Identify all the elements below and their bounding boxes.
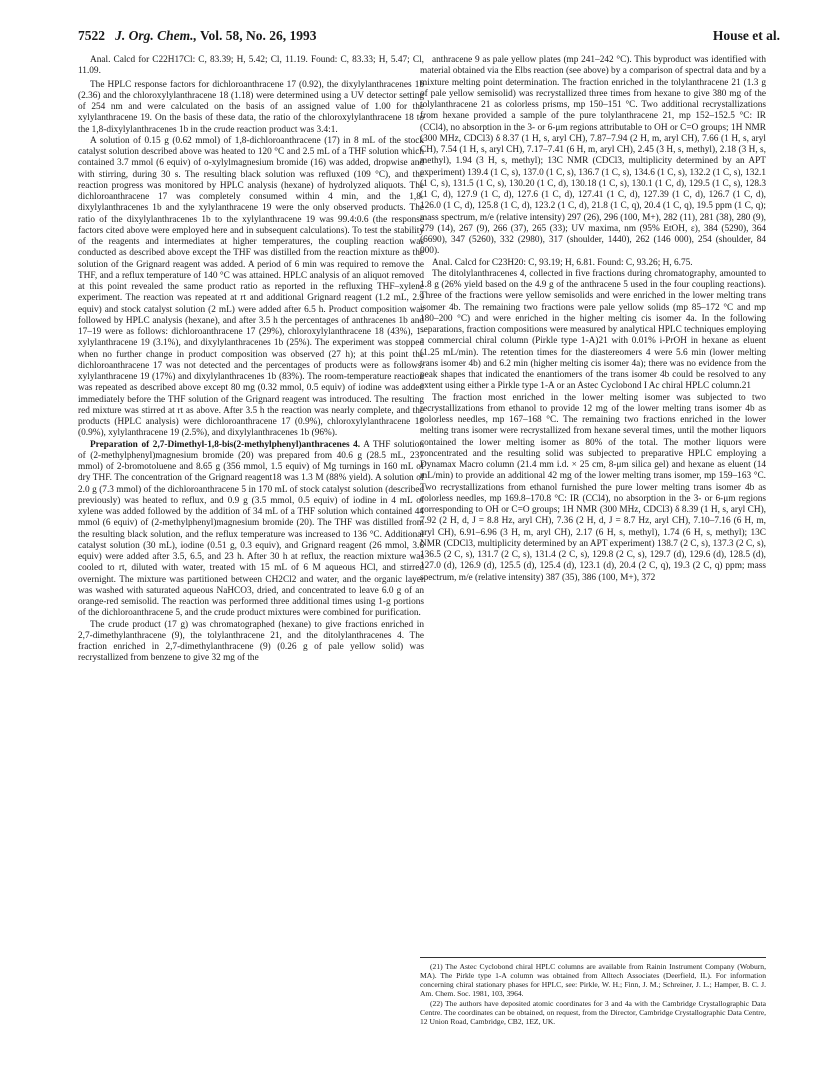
footnotes — [420, 962, 766, 1027]
footnote-21: (21) The Astec Cyclobond chiral HPLC columns are available from Rainin Instrument Company (Woburn, MA). The Pirkle type 1-A column was obtained from Alltech Associates (Deerfield, IL). For information concerning chiral stationary phases for HPLC, see: Pirkle, W. H.; Finn, J. M.; Schreiner, J. L.; Hamper, B. C. J. Am. Chem. Soc. 1981, 103, 3964. — [420, 962, 766, 998]
right-paragraph-analysis: Anal. Calcd for C23H20: C, 93.19; H, 6.81. Found: C, 93.26; H, 6.75. — [432, 257, 693, 268]
right-column — [420, 55, 766, 584]
left-paragraph-coupling-reaction: A solution of 0.15 g (0.62 mmol) of 1,8-dichloroanthracene (17) in 8 mL of the stock catalyst solution described above was heated to 120 °C and 2.5 mL of a THF solution which contained 3.7 mmol (6 equiv) of o-xylylmagnesium bromide (16) was added, dropwise and with stirring, during 30 s. The resulting black solution was refluxed (109 °C), and the reaction progress was monitored by HPLC analysis (hexane) of hydrolyzed aliquots. The dichloroanthracene 17 was completely consumed within 4 min, and the 1,8-dixylylanthracenes 1b and the xylylanthracene 19 were the only observed products. The ratio of the dixylylanthracenes 1b to the xylylanthracene 19 was 99.4:0.6 (the response factors cited above were employed here and in subsequent calculations). To test the stability of the reagents and intermediates at higher temperatures, the coupling reaction was conducted as described above except the THF was distilled from the reaction mixture as the solution of the Grignard reagent was added. A period of 6 min was required to remove the THF, and a reflux temperature of 140 °C was attained. HPLC analysis of an aliquot removed at this point revealed the same product ratio as reported in the refluxing THF–xylene experiment. The reaction was repeated at rt and additional Grignard reagent (1.2 mL, 2.9 equiv) and stock catalyst solution (2 mL) were added after 6.5 h. Product composition was followed by HPLC analysis (hexane), and after 3.5 h the percentages of anthracenes 1b and 17–19 were as follows: dichloroanthracene 17 (29%), chloroxylylanthracene 18 (43%), 1-xylylanthracene 19 (3.1%), and dixylylanthracenes 1b (25%). The experiment was stopped when no further change in product composition was observed (27 h); at this point the dichloroanthracene 17 was not detected and the percentages of products were as follows: xylylanthracene 19 (17%) and dixylylanthracenes 1b (83%). The room-temperature reaction was repeated as described above except 80 mg (0.32 mmol, 0.5 equiv) of iodine was added immediately before the THF solution of the Grignard reagent was introduced. The resulting red mixture was stirred at rt as above. After 3.5 h the reaction was nearly complete, and the products (HPLC analysis) were dichloroanthracene 17 (0.9%), chloroxylylanthracene 18 (0.9%), xylylanthracene 19 (2.5%), and dixylylanthracenes 1b (96%). — [78, 135, 424, 439]
left-paragraph-response-factors: The HPLC response factors for dichloroanthracene 17 (0.92), the dixylylanthracenes 1b (2.36) and the chloroxylylanthracene 18 (1.18) were determined using a UV detector setting of 254 nm and were calculated on the basis of an assigned value of 1.00 for the xylylanthracene 19. On the basis of these data, the ratio of the chloroxylylanthracene 18 to the 1,8-dixylylanthracenes 1b in the crude reaction product was 3.4:1. — [78, 79, 424, 135]
left-paragraph-analysis: Anal. Calcd for C22H17Cl: C, 83.39; H, 5.42; Cl, 11.19. Found: C, 83.33; H, 5.47; Cl, 11.09. — [78, 55, 424, 77]
right-paragraph-tolylanthracene: anthracene 9 as pale yellow plates (mp 241–242 °C). This byproduct was identified with material obtained via the Elbs reaction (see above) by a comparison of spectral data and by a mixture melting point determination. The fraction enriched in the tolylanthracene 21 (1.3 g of pale yellow semisolid) was recrystallized three times from hexane to give 380 mg of the tolylanthracene 21 as colorless prisms, mp 150–151 °C. Two additional recrystallizations from hexane provided a sample of the pure tolylanthracene 21, mp 152–152.5 °C: IR (CCl4), no absorption in the 3- or 6-μm regions attributable to OH or C=O groups; 1H NMR (300 MHz, CDCl3) δ 8.37 (1 H, s, aryl CH), 7.87–7.94 (2 H, m, aryl CH), 7.66 (1 H, s, aryl CH), 7.54 (1 H, s, aryl CH), 7.17–7.41 (6 H, m, aryl CH), 2.45 (3 H, s, methyl), 2.18 (3 H, s, methyl), 1.94 (3 H, s, methyl); 13C NMR (CDCl3, multiplicity determined by an APT experiment) 139.4 (1 C, s), 137.0 (1 C, s), 136.7 (1 C, s), 134.6 (1 C, s), 132.2 (1 C, s), 132.1 (1 C, s), 131.5 (1 C, s), 130.20 (1 C, d), 130.18 (1 C, s), 130.1 (1 C, d), 129.5 (1 C, s), 128.3 (1 C, d), 127.9 (1 C, d), 127.6 (1 C, d), 127.41 (1 C, d), 127.39 (1 C, d), 126.7 (1 C, d), 126.0 (1 C, d), 125.8 (1 C, d), 123.2 (1 C, d), 21.8 (1 C, q), 20.4 (1 C, q), 19.5 ppm (1 C, q); mass spectrum, m/e (relative intensity) 297 (26), 296 (100, M+), 282 (11), 281 (38), 280 (9), 279 (14), 267 (9), 266 (37), 265 (33); UV maxima, nm (95% EtOH, ε), 384 (5290), 364 (6690), 347 (5260), 332 (2980), 317 (shoulder, 1440), 262 (146 000), 254 (shoulder, 84 000). — [420, 55, 766, 257]
right-paragraph-ditolylanthracenes: The ditolylanthracenes 4, collected in five fractions during chromatography, amounted to 1.8 g (26% yield based on the 4.9 g of the anthracene 5 used in the four coupling reactions). Three of the fractions were yellow semisolids and were enriched in the lower melting trans isomer 4b. The remaining two fractions were pale yellow solids (mp 85–172 °C and mp 180–200 °C) and were enriched in the higher melting cis isomer 4a. In the following separations, fraction compositions were measured by analytical HPLC techniques employing a commercial chiral column (Pirkle type 1-A)21 with 0.01% i-PrOH in hexane as eluent (1.25 mL/min). The retention times for the diastereomers 4 were 5.6 min (lower melting trans isomer 4b) and 6.2 min (higher melting cis isomer 4a); there was no evidence from the peak shapes that indicated the enantiomers of the trans isomer 4b could be resolved to any extent using either a Pirkle type 1-A or an Astec Cyclobond I Ac chiral HPLC column.21 — [420, 268, 766, 392]
section-heading: Preparation of 2,7-Dimethyl-1,8-bis(2-methylphenyl)anthracenes 4. — [90, 439, 361, 450]
right-paragraph-trans-isomer: The fraction most enriched in the lower melting isomer was subjected to two recrystallizations from ethanol to provide 12 mg of the lower melting trans isomer 4b as colorless needles, mp 167–168 °C. The remaining two fractions enriched in the lower melting trans isomer were recrystallized from hexane several times, until the mother liquors contained the lower melting isomer as 80% of the total. The mother liquors were concentrated and the resulting solid was subjected to preparative HPLC employing a Dynamax Macro column (21.4 mm i.d. × 25 cm, 8-μm silica gel) and hexane as eluent (14 mL/min) to provide an additional 42 mg of the lower melting trans isomer, mp 159–163 °C. Two recrystallizations from ethanol furnished the pure lower melting trans isomer 4b as colorless needles, mp 169.8–170.8 °C: IR (CCl4), no absorption in the 3- or 6-μm regions corresponding to OH or C=O groups; 1H NMR (300 MHz, CDCl3) δ 8.39 (1 H, s, aryl CH), 7.92 (2 H, d, J = 8.8 Hz, aryl CH), 7.36 (2 H, d, J = 8.7 Hz, aryl CH), 7.10–7.16 (6 H, m, aryl CH), 6.91–6.96 (3 H, m, aryl CH), 2.17 (6 H, s, methyl), 1.74 (6 H, s, methyl); 13C NMR (CDCl3, multiplicity determined by an APT experiment) 138.7 (2 C, s), 137.3 (2 C, s), 136.5 (2 C, s), 131.7 (2 C, s), 131.4 (2 C, s), 129.8 (2 C, s), 129.7 (d), 129.6 (d), 128.5 (d), 127.0 (d), 126.9 (d), 125.5 (d), 125.4 (d), 123.1 (d), 20.4 (2 C, q), 19.3 (2 C, q) ppm; mass spectrum, m/e (relative intensity) 387 (35), 386 (100, M+), 372 — [420, 392, 766, 583]
footnote-divider — [420, 957, 766, 958]
authors: House et al. — [712, 28, 780, 43]
journal-name: J. Org. Chem., — [115, 28, 197, 43]
footnote-22: (22) The authors have deposited atomic coordinates for 3 and 4a with the Cambridge Crystallographic Data Centre. The coordinates can be obtained, on request, from the Director, Cambridge Crystallographic Data Centre, 12 Union Road, Cambridge, CB2, 1EZ, UK. — [420, 999, 766, 1026]
page-number: 7522 — [78, 28, 105, 43]
preparation-text: A THF solution of (2-methylphenyl)magnesium bromide (20) was prepared from 40.6 g (28.5 mL, 237 mmol) of 2-bromotoluene and 8.65 g (356 mmol, 1.5 equiv) of Mg turnings in 160 mL of dry THF. The concentration of the Grignard reagent18 was 1.3 M (88% yield). A solution of 2.0 g (7.3 mmol) of the dichloroanthracene 5 in 170 mL of stock catalyst solution (described previously) was heated to reflux, and 0.9 g (3.5 mmol, 0.5 equiv) of iodine in 4 mL of xylene was added followed by the addition of 34 mL of a THF solution which contained 44 mmol (6 equiv) of (2-methylphenyl)magnesium bromide (20). The THF was distilled from the resulting black solution, and the reflux temperature was increased to 136 °C. Additional catalyst solution (30 mL), iodine (0.51 g, 0.3 equiv), and Grignard reagent (26 mmol, 3.6 equiv) were added after 3.5, 6.5, and 23 h. After 30 h at reflux, the reaction mixture was cooled to rt, diluted with water, treated with 15 mL of 6 M aqueous HCl, and stirred overnight. The mixture was partitioned between CH2Cl2 and water, and the organic layer was washed with saturated aqueous NaHCO3, dried, and concentrated to leave 6.0 g of an orange-red semisolid. The reaction was performed three additional times using 1-g portions of the dichloroanthracene 5, and the crude product mixtures were combined for purification. — [78, 439, 424, 619]
left-paragraph-preparation — [78, 440, 424, 620]
running-head — [78, 28, 780, 48]
volume-issue-year: Vol. 58, No. 26, 1993 — [200, 28, 317, 43]
running-head-left — [78, 28, 317, 44]
left-column — [78, 55, 424, 665]
left-paragraph-chromatography: The crude product (17 g) was chromatographed (hexane) to give fractions enriched in 2,7-dimethylanthracene (9), the tolylanthracene 21, and the ditolylanthracenes 4. The fraction enriched in 2,7-dimethylanthracene (9) (0.26 g of pale yellow solid) was recrystallized from benzene to give 32 mg of the — [78, 619, 424, 664]
